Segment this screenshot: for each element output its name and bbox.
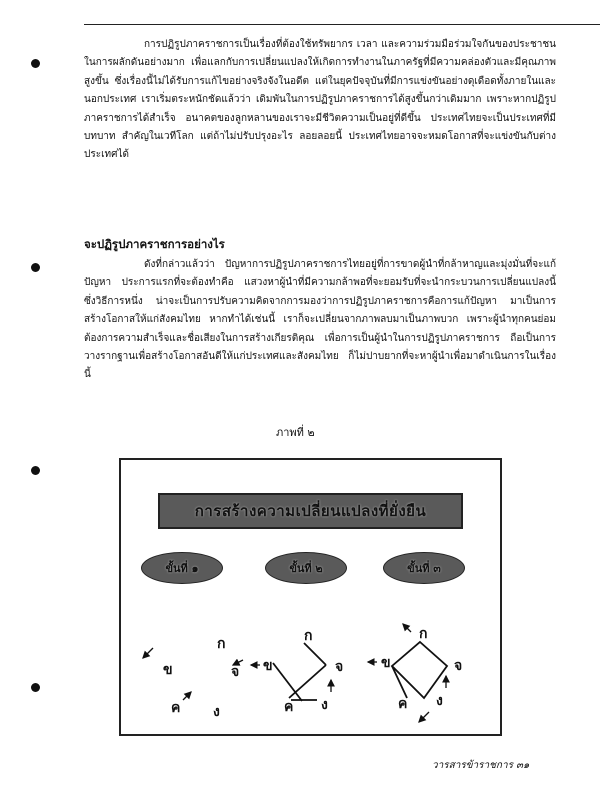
connector-3b [392,666,407,698]
letter-kh-2: ข [263,658,273,674]
letter-kh2-2: ค [284,699,294,715]
arrow-1c [183,692,191,700]
figure-caption: ภาพที่ ๒ [276,426,315,439]
page-footer: วารสารข้าราชการ ๓๑ [432,760,530,771]
connector-2b [273,663,302,701]
stage-oval-1: ขั้นที่ ๑ [141,552,223,584]
connector-3-shape [392,642,447,698]
letter-g-2: ก [304,628,313,644]
punch-hole-marker [31,59,40,68]
arrow-3d [419,712,429,722]
punch-hole-marker [31,263,40,272]
letter-kh-1: ข [163,662,173,678]
letter-ch-1: จ [231,664,240,680]
stage-oval-3: ขั้นที่ ๓ [383,552,465,584]
letter-g-3: ก [419,626,428,642]
figure-frame [119,458,502,736]
punch-hole-marker [31,683,40,692]
body-paragraph-2: ดังที่กล่าวแล้วว่า ปัญหาการปฏิรูปภาคราชการไทยอยู่ที่การขาดผู้นำที่กล้าหาญและมุ่งมั่นที่จะแก้ปัญหา ประการแรกที่จะต้องทำคือ แสวงหาผู้นำที่มีความกล้าพอที่จะยอมรับที่จะนำกระบวนการเปลี่ยนแปลงนี้ ซึ่งวิธีการหนึ่ง น่าจะเป็นการปรับความคิดจากการมองว่าการปฏิรูปภาคราชการคือการแก้ปัญหา มาเป็นการสร้างโอกาสให้แก่สังคมไทย หากทำได้เช่นนี้ เราก็จะเปลี่ยนจากภาพลบมาเป็นภาพบวก เพราะผู้นำทุกคนย่อมต้องการความสำเร็จและชื่อเสียงในการสร้างเกียรติคุณ เพื่อการเป็นผู้นำในการปฏิรูปภาคราชการ ถือเป็นการวางรากฐานเพื่อสร้างโอกาสอันดีให้แก่ประเทศและสังคมไทย ก็ไม่ปาบยากที่จะหาผู้นำเพื่อมาดำเนินการในเรื่องนี้ [84,259,556,381]
letter-ng-1: ง [213,704,220,720]
letter-ch-2: จ [335,659,344,675]
letter-ch-3: จ [454,658,463,674]
letter-ng-2: ง [321,697,328,713]
letter-kh2-1: ค [171,700,181,716]
section-heading: จะปฏิรูปภาคราชการอย่างไร [84,237,225,251]
connector-2a [304,643,326,665]
connector-2c [289,665,326,698]
figure-banner: การสร้างความเปลี่ยนแปลงที่ยั่งยืน [158,493,463,529]
top-rule [84,24,600,25]
letter-kh2-3: ค [398,696,408,712]
stage-diagram [121,460,500,734]
arrow-3a [403,624,411,632]
letter-kh-3: ข [381,655,391,671]
punch-hole-marker [31,466,40,475]
arrow-1a [143,648,153,658]
letter-g-1: ก [217,636,226,652]
letter-ng-3: ง [436,693,443,709]
stage-oval-2: ขั้นที่ ๒ [265,552,347,584]
body-paragraph-1: การปฏิรูปภาคราชการเป็นเรื่องที่ต้องใช้ทรัพยากร เวลา และความร่วมมือร่วมใจกันของประชาชนในการผลักดันอย่างมาก เพื่อแลกกับการเปลี่ยนแปลงให้เกิดการทำงานในภาครัฐที่มีความคล่องตัวและมีคุณภาพสูงขึ้น ซึ่งเรื่องนี้ไม่ได้รับการแก้ไขอย่างจริงจังในอดีต แต่ในยุคปัจจุบันที่มีการแข่งขันอย่างดุเดือดทั้งภายในและนอกประเทศ เราเริ่มตระหนักชัดแล้วว่า เดิมพันในการปฏิรูปภาคราชการได้สูงขึ้นกว่าเดิมมาก เพราะหากปฏิรูปภาคราชการได้สำเร็จ อนาคตของลูกหลานของเราจะมีชีวิตความเป็นอยู่ที่ดีขึ้น ประเทศไทยจะเป็นประเทศที่มีบทบาท สำคัญในเวทีโลก แต่ถ้าไม่ปรับปรุงอะไร ลอยลอยนี้ ประเทศไทยอาจจะหมดโอกาสที่จะแข่งขันกับต่างประเทศได้ [84,39,556,161]
